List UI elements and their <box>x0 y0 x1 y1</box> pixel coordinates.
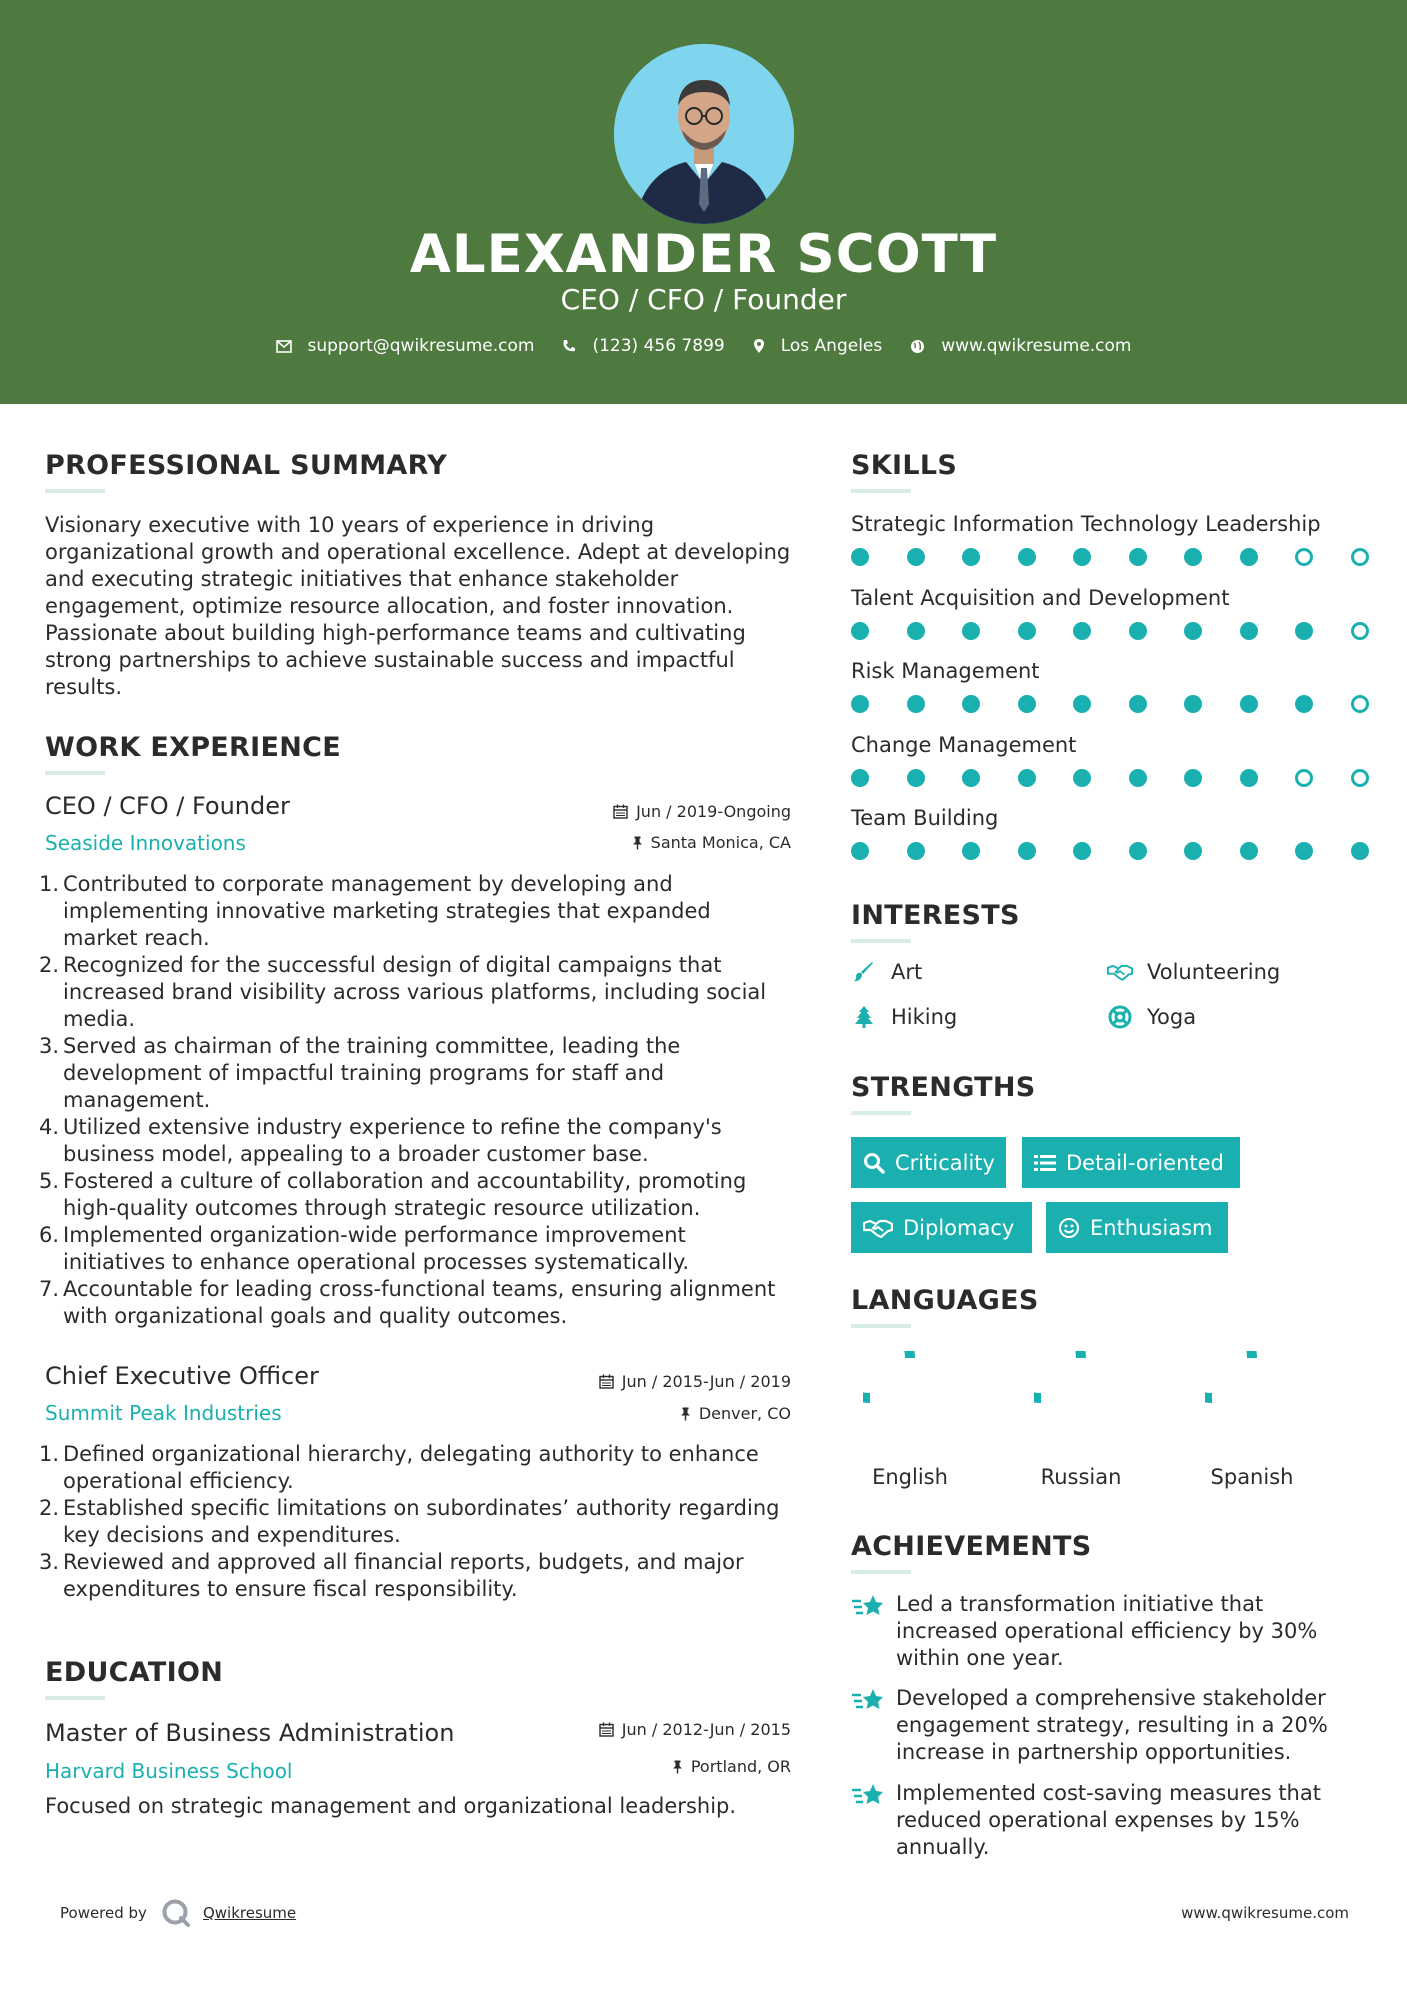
job-location <box>500 1404 791 1423</box>
strength-label: Enthusiasm <box>1090 1215 1213 1240</box>
job-date <box>500 802 791 821</box>
rating-dot-filled <box>1240 695 1258 713</box>
skills-heading: SKILLS <box>851 450 958 481</box>
rating-dot-filled <box>1184 548 1202 566</box>
contact-phone[interactable] <box>562 336 724 356</box>
skill-rating <box>851 548 1366 568</box>
rating-dot-filled <box>1351 842 1369 860</box>
rating-dot-filled <box>907 622 925 640</box>
achievements-heading: ACHIEVEMENTS <box>851 1531 1092 1562</box>
rating-dot-filled <box>1240 842 1258 860</box>
rating-dot-filled <box>851 622 869 640</box>
strength-tag-enthusiasm <box>1046 1202 1228 1253</box>
job-location-text: Santa Monica, CA <box>650 833 791 852</box>
strength-label: Criticality <box>895 1150 995 1175</box>
rating-dot-filled <box>962 695 980 713</box>
globe-icon <box>910 339 925 354</box>
rating-dot-filled <box>1129 769 1147 787</box>
languages-heading: LANGUAGES <box>851 1285 1039 1316</box>
language-russian <box>1021 1351 1141 1489</box>
language-progress-ring <box>1205 1351 1299 1445</box>
rating-dot-filled <box>1073 842 1091 860</box>
rating-dot-filled <box>1295 622 1313 640</box>
strength-label: Diplomacy <box>903 1215 1015 1240</box>
strength-tag-detail-oriented <box>1022 1137 1240 1188</box>
skill-rating <box>851 842 1366 862</box>
experience-heading: WORK EXPERIENCE <box>45 732 341 763</box>
education-heading: EDUCATION <box>45 1657 224 1688</box>
language-progress-ring <box>863 1351 957 1445</box>
rating-dot-filled <box>962 622 980 640</box>
rating-dot-filled <box>851 842 869 860</box>
rating-dot-filled <box>962 548 980 566</box>
education-heading-underline <box>45 1696 105 1700</box>
rating-dot-filled <box>1073 622 1091 640</box>
rating-dot-filled <box>962 842 980 860</box>
map-pin-icon <box>753 338 765 354</box>
interest-label: Volunteering <box>1147 960 1281 984</box>
language-spanish <box>1192 1351 1312 1489</box>
list-item: 3. Reviewed and approved all financial reports, budgets, and major expenditures to ensure fiscal responsibility. <box>39 1550 744 1601</box>
profile-photo <box>614 44 794 224</box>
achievement-item <box>851 1685 1351 1775</box>
summary-line: engagement, optimize resource allocation, and foster innovation. <box>45 594 734 618</box>
strength-tag-criticality <box>851 1137 1006 1188</box>
education-date <box>500 1720 791 1739</box>
phone-text: (123) 456 7899 <box>592 336 725 356</box>
rating-dot-empty <box>1295 548 1313 566</box>
list-item: 1. Defined organizational hierarchy, delegating authority to enhance operational efficiency. <box>39 1442 759 1493</box>
calendar-icon <box>599 1374 614 1389</box>
rating-dot-filled <box>1018 695 1036 713</box>
language-progress-arc <box>1205 1351 1252 1398</box>
job-date <box>500 1372 791 1391</box>
smile-icon <box>1058 1217 1080 1239</box>
job-title: Chief Executive Officer <box>45 1362 319 1390</box>
rating-dot-filled <box>1129 695 1147 713</box>
rating-dot-filled <box>1184 842 1202 860</box>
header <box>0 0 1407 404</box>
footer-website-link[interactable]: www.qwikresume.com <box>1181 1904 1349 1922</box>
achievement-item <box>851 1780 1351 1870</box>
pushpin-icon <box>680 1407 691 1421</box>
rating-dot-empty <box>1351 769 1369 787</box>
strengths-heading-underline <box>851 1111 911 1115</box>
rating-dot-filled <box>1129 622 1147 640</box>
phone-icon <box>562 339 576 353</box>
summary-heading: PROFESSIONAL SUMMARY <box>45 450 448 481</box>
candidate-name: ALEXANDER SCOTT <box>409 224 998 285</box>
job-date-text: Jun / 2019-Ongoing <box>636 802 791 821</box>
job-date-text: Jun / 2015-Jun / 2019 <box>621 1372 791 1391</box>
skill-name: Strategic Information Technology Leadership <box>851 512 1321 536</box>
calendar-icon <box>599 1722 614 1737</box>
rating-dot-filled <box>1018 769 1036 787</box>
school-name: Harvard Business School <box>45 1759 293 1783</box>
rating-dot-filled <box>1073 548 1091 566</box>
strengths-heading: STRENGTHS <box>851 1072 1036 1103</box>
job-duties <box>39 871 805 1330</box>
skill-rating <box>851 695 1366 715</box>
skill-name: Change Management <box>851 732 1077 757</box>
skills-heading-underline <box>851 489 911 493</box>
contact-email[interactable] <box>276 336 535 356</box>
job-location-text: Denver, CO <box>698 1404 791 1423</box>
summary-heading-underline <box>45 489 105 493</box>
rating-dot-filled <box>1129 842 1147 860</box>
pushpin-icon <box>632 836 643 850</box>
rating-dot-filled <box>1295 695 1313 713</box>
list-icon <box>1034 1154 1056 1172</box>
interests-heading-underline <box>851 939 911 943</box>
job-location <box>500 833 791 852</box>
rating-dot-filled <box>1184 695 1202 713</box>
language-progress-arc <box>1034 1351 1081 1398</box>
language-name: Spanish <box>1210 1465 1294 1489</box>
list-item: 4. Utilized extensive industry experience to refine the company's business model, appealing to a broader customer base. <box>39 1115 722 1166</box>
interest-item-hiking <box>851 1005 957 1029</box>
skill-rating <box>851 622 1366 642</box>
list-item: 2. Recognized for the successful design of digital campaigns that increased brand visibility across various platforms, including social media. <box>39 953 767 1031</box>
education-date-text: Jun / 2012-Jun / 2015 <box>621 1720 791 1739</box>
achievement-text: Developed a comprehensive stakeholder engagement strategy, resulting in a 20% increase in partnership opportunities. <box>896 1686 1328 1764</box>
email-text: support@qwikresume.com <box>307 336 535 356</box>
strength-tag-diplomacy <box>851 1202 1032 1253</box>
footer-powered-by <box>60 1898 296 1928</box>
rating-dot-filled <box>1184 769 1202 787</box>
interest-item-art <box>851 960 922 984</box>
education-location-text: Portland, OR <box>690 1757 791 1776</box>
rating-dot-filled <box>851 769 869 787</box>
summary-line: strong partnerships to achieve sustainable success and impactful <box>45 648 735 672</box>
rating-dot-filled <box>1018 548 1036 566</box>
candidate-title: CEO / CFO / Founder <box>560 283 847 316</box>
rating-dot-filled <box>1018 622 1036 640</box>
achievement-text: Led a transformation initiative that increased operational efficiency by 30% within one year. <box>896 1592 1318 1670</box>
list-item: 2. Established specific limitations on subordinates’ authority regarding key decisions and expenditures. <box>39 1496 780 1547</box>
list-item: 6. Implemented organization-wide performance improvement initiatives to enhance operational processes systematically. <box>39 1223 690 1274</box>
list-item: 7. Accountable for leading cross-functional teams, ensuring alignment with organizational goals and quality outcomes. <box>39 1277 776 1328</box>
language-english <box>850 1351 970 1489</box>
rating-dot-filled <box>851 548 869 566</box>
language-name: English <box>872 1465 948 1489</box>
education-description: Focused on strategic management and organizational leadership. <box>45 1794 737 1818</box>
paintbrush-icon <box>851 961 877 983</box>
job-duties <box>39 1441 805 1603</box>
contact-location <box>753 336 883 356</box>
search-icon <box>863 1152 885 1174</box>
website-text: www.qwikresume.com <box>941 336 1132 356</box>
skill-name: Risk Management <box>851 659 1040 683</box>
achievement-item <box>851 1591 1351 1681</box>
rating-dot-filled <box>1129 548 1147 566</box>
lifebuoy-icon <box>1107 1005 1133 1029</box>
handshake-icon <box>863 1218 893 1238</box>
rating-dot-filled <box>907 769 925 787</box>
interest-item-yoga <box>1107 1005 1196 1029</box>
language-progress-arc <box>863 1351 910 1398</box>
job-title: CEO / CFO / Founder <box>45 792 290 820</box>
summary-line: Visionary executive with 10 years of experience in driving <box>45 513 655 537</box>
list-item: 5. Fostered a culture of collaboration and accountability, promoting high-quality outcomes through strategic resource utilization. <box>39 1169 747 1220</box>
contact-bar <box>0 336 1407 356</box>
skill-name: Team Building <box>851 806 999 830</box>
rating-dot-empty <box>1351 622 1369 640</box>
summary-text <box>45 512 805 701</box>
summary-line: Passionate about building high-performance teams and cultivating <box>45 621 746 645</box>
pushpin-icon <box>672 1760 683 1774</box>
shooting-star-icon <box>851 1593 885 1625</box>
rating-dot-filled <box>1184 622 1202 640</box>
rating-dot-filled <box>1073 769 1091 787</box>
rating-dot-empty <box>1351 695 1369 713</box>
achievement-text: Implemented cost-saving measures that reduced operational expenses by 15% annually. <box>896 1781 1321 1859</box>
experience-heading-underline <box>45 771 105 775</box>
interest-item-volunteering <box>1107 960 1280 984</box>
rating-dot-filled <box>907 695 925 713</box>
education-location <box>500 1757 791 1776</box>
achievements-heading-underline <box>851 1570 911 1574</box>
degree-title: Master of Business Administration <box>45 1719 455 1747</box>
rating-dot-empty <box>1295 769 1313 787</box>
shooting-star-icon <box>851 1687 885 1719</box>
rating-dot-filled <box>907 842 925 860</box>
list-item: 3. Served as chairman of the training committee, leading the development of impactful training programs for staff and management. <box>39 1034 681 1112</box>
summary-line: results. <box>45 675 123 699</box>
calendar-icon <box>613 804 628 819</box>
rating-dot-filled <box>907 548 925 566</box>
skill-name: Talent Acquisition and Development <box>851 585 1230 610</box>
rating-dot-filled <box>1240 622 1258 640</box>
powered-by-label: Powered by <box>60 1904 147 1922</box>
skill-rating <box>851 769 1366 789</box>
language-progress-ring <box>1034 1351 1128 1445</box>
shooting-star-icon <box>851 1782 885 1814</box>
language-name: Russian <box>1040 1465 1122 1489</box>
rating-dot-filled <box>1295 842 1313 860</box>
avatar <box>614 44 794 224</box>
rating-dot-filled <box>851 695 869 713</box>
list-item: 1. Contributed to corporate management by developing and implementing innovative marketing strategies that expanded market reach. <box>39 872 711 950</box>
company-name: Summit Peak Industries <box>45 1401 282 1425</box>
rating-dot-filled <box>962 769 980 787</box>
envelope-icon <box>276 340 292 353</box>
contact-website[interactable] <box>910 336 1131 356</box>
rating-dot-empty <box>1351 548 1369 566</box>
rating-dot-filled <box>1240 548 1258 566</box>
summary-line: organizational growth and operational excellence. Adept at developing <box>45 540 791 564</box>
company-name: Seaside Innovations <box>45 831 246 855</box>
interest-label: Art <box>891 960 923 984</box>
qwikresume-logo-icon <box>161 1898 191 1928</box>
rating-dot-filled <box>1073 695 1091 713</box>
qwikresume-link[interactable]: Qwikresume <box>202 1904 297 1922</box>
interest-label: Yoga <box>1147 1005 1197 1029</box>
handshake-icon <box>1107 962 1133 982</box>
rating-dot-filled <box>1018 842 1036 860</box>
languages-heading-underline <box>851 1324 911 1328</box>
summary-line: and executing strategic initiatives that enhance stakeholder <box>45 567 679 591</box>
tree-icon <box>851 1005 877 1029</box>
interest-label: Hiking <box>891 1005 958 1029</box>
strength-label: Detail-oriented <box>1066 1150 1224 1175</box>
rating-dot-filled <box>1240 769 1258 787</box>
interests-heading: INTERESTS <box>851 900 1020 931</box>
location-text: Los Angeles <box>780 336 883 356</box>
